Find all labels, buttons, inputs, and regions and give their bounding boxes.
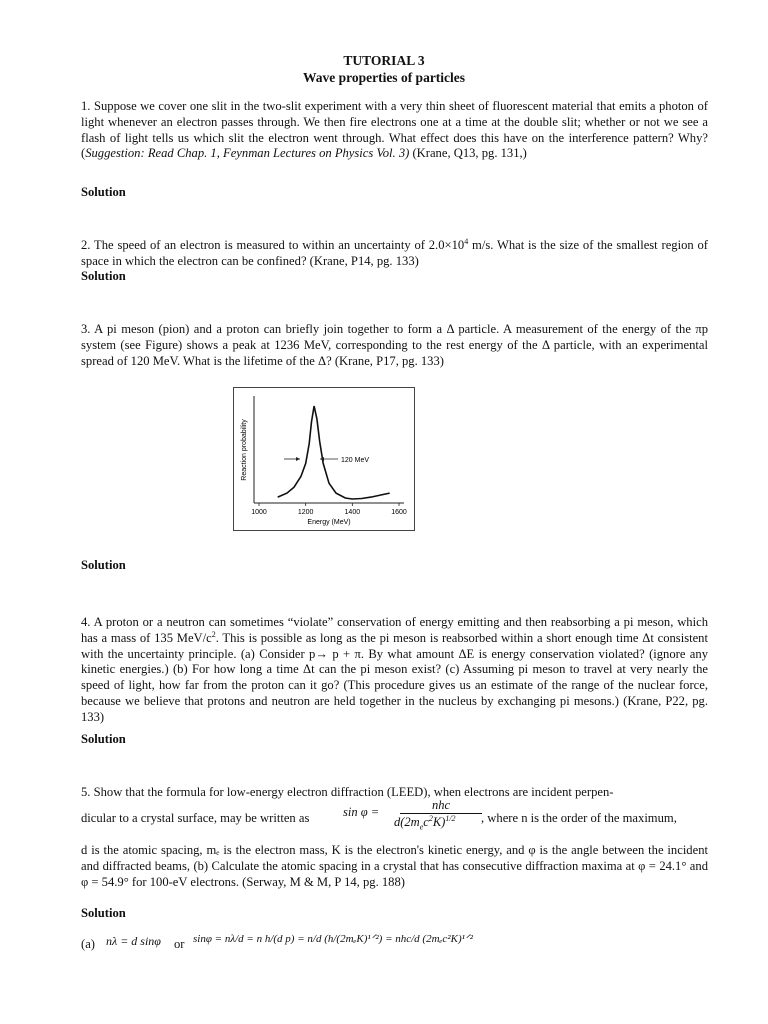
solution-label-4: Solution [81, 732, 126, 746]
resonance-figure [233, 387, 415, 531]
solution-or: or [174, 937, 185, 951]
page-title: TUTORIAL 3 [343, 53, 425, 68]
x-tick-labels [251, 503, 407, 516]
solution-label-1: Solution [81, 185, 126, 199]
question-3: 3. A pi meson (pion) and a proton can briefly join together to form a Δ particle. A measurement of the energy of the πp system (see Figure) shows a peak at 1236 MeV, corresponding to the rest energy of the Δ particle, with an experimental spread of 120 MeV. What is the lifetime of the Δ? (Krane, P17, pg. 133) [81, 322, 708, 368]
x-tick-label: 1000 [251, 509, 267, 516]
resonance-curve [278, 406, 390, 499]
question-5-line-2a: dicular to a crystal surface, may be written as [81, 811, 310, 825]
solution-label-5: Solution [81, 906, 126, 920]
y-axis-label: Reaction probability [241, 419, 248, 481]
question-5-rest: d is the atomic spacing, mₑ is the electron mass, K is the electron's kinetic energy, and φ is the angle between the incident and diffracted beams, (b) Calculate the atomic spacing in a crystal that has consecutive diffraction maxima at φ = 24.1° and φ = 54.9° for 100-eV electrons. (Serway, M & M, P 14, pg. 188) [81, 843, 708, 889]
question-4: 4. A proton or a neutron can sometimes “violate” conservation of energy emitting and then reabsorbing a pi meson, which has a mass of 135 MeV/$c^2$. This is possible as long as the pi meson is reabsorbed within a short enough time Δt consistent with the uncertainty principle. (a) Consider p→ p + π. By what amount ΔE is energy conservation violated? (ignore any kinetic energies.) (b) For how long a time Δt can the pi meson exist? (c) Assuming pi meson to travel at very nearly the speed of light, how far from the proton can it go? (This procedure gives us an estimate of the range of the nuclear force, because we believe that protons and neutron are held together in the nucleus by exchanging pi mesons.) (Krane, P22, pg. 133) [81, 615, 708, 724]
question-1: 1. Suppose we cover one slit in the two-slit experiment with a very thin sheet of fluorescent material that emits a photon of light whenever an electron passes through. We then fire electrons one at a time at the double slit; whether or not we see a flash of light tells us which slit the electron went through. What effect does this have on the interference pattern? Why? (Suggestion: Read Chap. 1, Feynman Lectures on Physics Vol. 3) (Krane, Q13, pg. 131,) [81, 99, 708, 161]
page-subtitle: Wave properties of particles [302, 70, 466, 85]
solution-label-2: Solution [81, 269, 126, 283]
width-annotation-label: 120 MeV [341, 457, 370, 464]
x-axis-label: Energy (MeV) [307, 519, 351, 526]
resonance-chart [234, 388, 414, 530]
solution-equation-2: sinφ = nλ/d = n h/(d p) = n/d (h/(2mₑK)¹ᐟ²) = nhc/d (2mₑc²K)¹ᐟ² [193, 933, 473, 945]
solution-label-3: Solution [81, 558, 126, 572]
leed-formula-denominator: $d(2m_ec^2K)^{1/2}$ [394, 813, 456, 832]
leed-formula: sin φ = [343, 805, 380, 819]
x-tick-label: 1400 [344, 509, 361, 516]
question-5-line-2b: , where n is the order of the maximum, [481, 811, 677, 825]
question-2: 2. The speed of an electron is measured to within an uncertainty of $2.0\times 10^4$ m/s. What is the size of the smallest region of space in which the electron can be confined? (Krane, P14, pg. 133) [81, 236, 708, 268]
solution-equation-1: nλ = d sinφ [106, 934, 161, 948]
solution-part-a: (a) [81, 937, 95, 951]
leed-formula-numerator: nhc [400, 798, 482, 814]
question-5-line-1: 5. Show that the formula for low-energy electron diffraction (LEED), when electrons are incident perpen- [81, 785, 614, 799]
x-tick-label: 1600 [391, 509, 407, 516]
width-annotation [284, 457, 369, 464]
x-tick-label: 1200 [297, 509, 314, 516]
